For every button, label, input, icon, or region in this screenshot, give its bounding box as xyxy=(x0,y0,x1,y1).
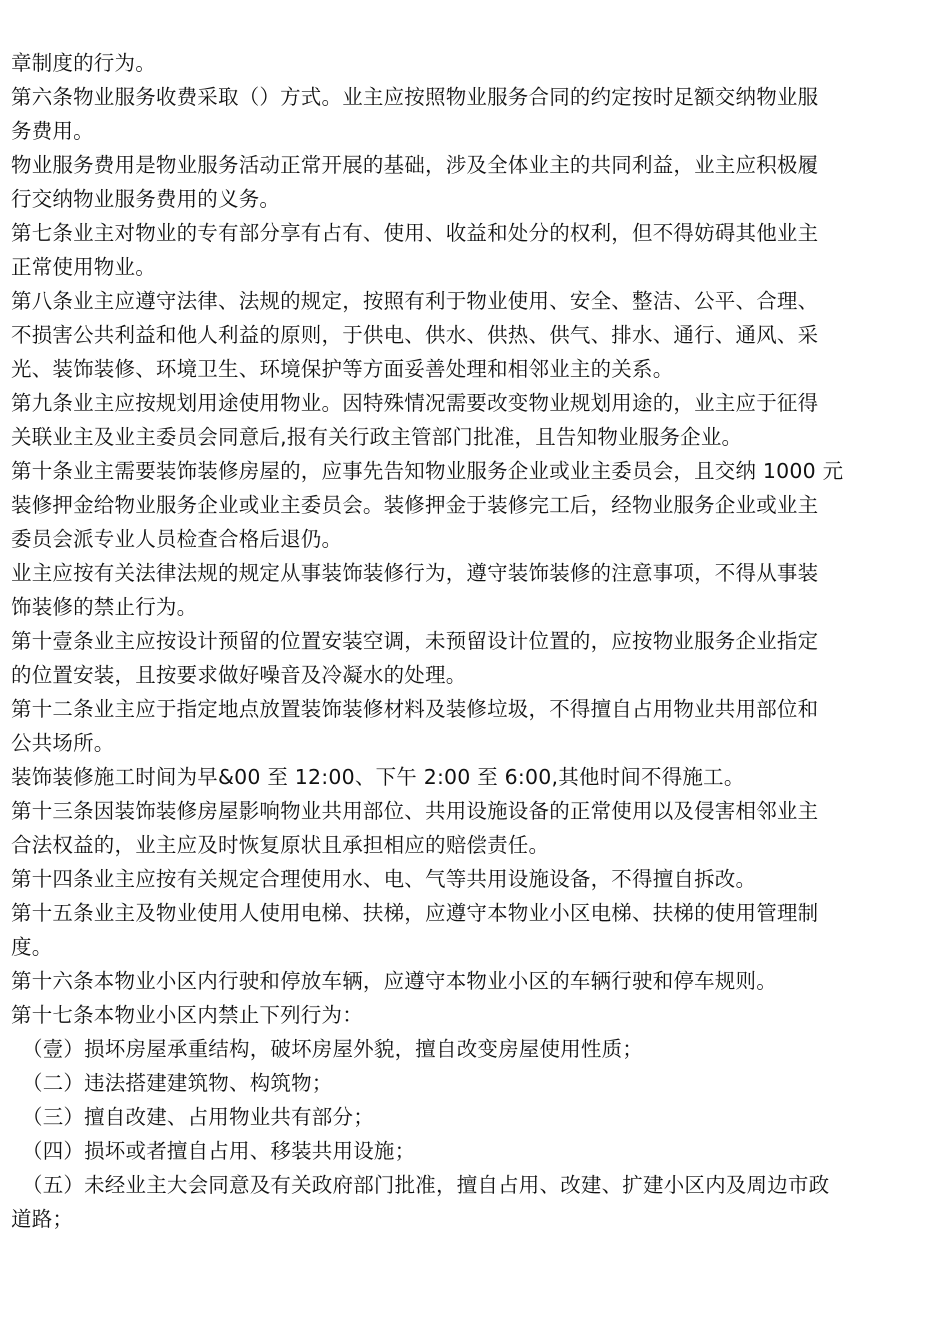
list-item: （三）擅自改建、占用物业共有部分； xyxy=(22,1105,374,1129)
list-item-continuation: 道路； xyxy=(11,1207,74,1231)
article-8-line: 第八条业主应遵守法律、法规的规定，按照有利于物业使用、安全、整洁、公平、合理、 xyxy=(11,289,819,313)
article-13-line: 第十三条因装饰装修房屋影响物业共用部位、共用设施设备的正常使用以及侵害相邻业主 xyxy=(11,799,819,823)
article-7-line: 第七条业主对物业的专有部分享有占有、使用、收益和处分的权利，但不得妨碍其他业主 xyxy=(11,221,819,245)
text-line: 章制度的行为。 xyxy=(11,51,156,75)
list-item: （二）违法搭建建筑物、构筑物； xyxy=(22,1071,333,1095)
article-12-line: 公共场所。 xyxy=(11,731,115,755)
article-9-line: 第九条业主应按规划用途使用物业。因特殊情况需要改变物业规划用途的，业主应于征得 xyxy=(11,391,819,415)
text-line: 行交纳物业服务费用的义务。 xyxy=(11,187,281,211)
article-12-line: 第十二条业主应于指定地点放置装饰装修材料及装修垃圾，不得擅自占用物业共用部位和 xyxy=(11,697,819,721)
text-line: 业主应按有关法律法规的规定从事装饰装修行为，遵守装饰装修的注意事项，不得从事装 xyxy=(11,561,819,585)
article-9-line: 关联业主及业主委员会同意后,报有关行政主管部门批准，且告知物业服务企业。 xyxy=(11,425,743,449)
list-item: （四）损坏或者擅自占用、移装共用设施； xyxy=(22,1139,416,1163)
article-16-line: 第十六条本物业小区内行驶和停放车辆，应遵守本物业小区的车辆行驶和停车规则。 xyxy=(11,969,777,993)
article-6-line: 第六条物业服务收费采取（）方式。业主应按照物业服务合同的约定按时足额交纳物业服 xyxy=(11,85,819,109)
article-8-line: 光、装饰装修、环境卫生、环境保护等方面妥善处理和相邻业主的关系。 xyxy=(11,357,674,381)
article-6-line: 务费用。 xyxy=(11,119,94,143)
list-item: （五）未经业主大会同意及有关政府部门批准，擅自占用、改建、扩建小区内及周边市政 xyxy=(22,1173,830,1197)
article-10-line: 委员会派专业人员检查合格后退仍。 xyxy=(11,527,343,551)
article-7-line: 正常使用物业。 xyxy=(11,255,156,279)
text-line: 装饰装修施工时间为早&00 至 12:00、下午 2:00 至 6:00,其他时间不得施工。 xyxy=(11,765,745,789)
document-body xyxy=(11,46,936,1236)
article-15-line: 第十五条业主及物业使用人使用电梯、扶梯，应遵守本物业小区电梯、扶梯的使用管理制 xyxy=(11,901,819,925)
article-14-line: 第十四条业主应按有关规定合理使用水、电、气等共用设施设备，不得擅自拆改。 xyxy=(11,867,757,891)
text-line: 饰装修的禁止行为。 xyxy=(11,595,198,619)
article-13-line: 合法权益的，业主应及时恢复原状且承担相应的赔偿责任。 xyxy=(11,833,550,857)
article-10-line: 第十条业主需要装饰装修房屋的，应事先告知物业服务企业或业主委员会，且交纳 1000 元 xyxy=(11,459,844,483)
article-17-line: 第十七条本物业小区内禁止下列行为： xyxy=(11,1003,363,1027)
text-line: 物业服务费用是物业服务活动正常开展的基础，涉及全体业主的共同利益，业主应积极履 xyxy=(11,153,819,177)
article-11-line: 的位置安装，且按要求做好噪音及冷凝水的处理。 xyxy=(11,663,467,687)
article-15-line: 度。 xyxy=(11,935,53,959)
list-item: （壹）损坏房屋承重结构，破坏房屋外貌，擅自改变房屋使用性质； xyxy=(22,1037,643,1061)
article-8-line: 不损害公共利益和他人利益的原则，于供电、供水、供热、供气、排水、通行、通风、采 xyxy=(11,323,819,347)
article-11-line: 第十壹条业主应按设计预留的位置安装空调，未预留设计位置的，应按物业服务企业指定 xyxy=(11,629,819,653)
article-10-line: 装修押金给物业服务企业或业主委员会。装修押金于装修完工后，经物业服务企业或业主 xyxy=(11,493,819,517)
